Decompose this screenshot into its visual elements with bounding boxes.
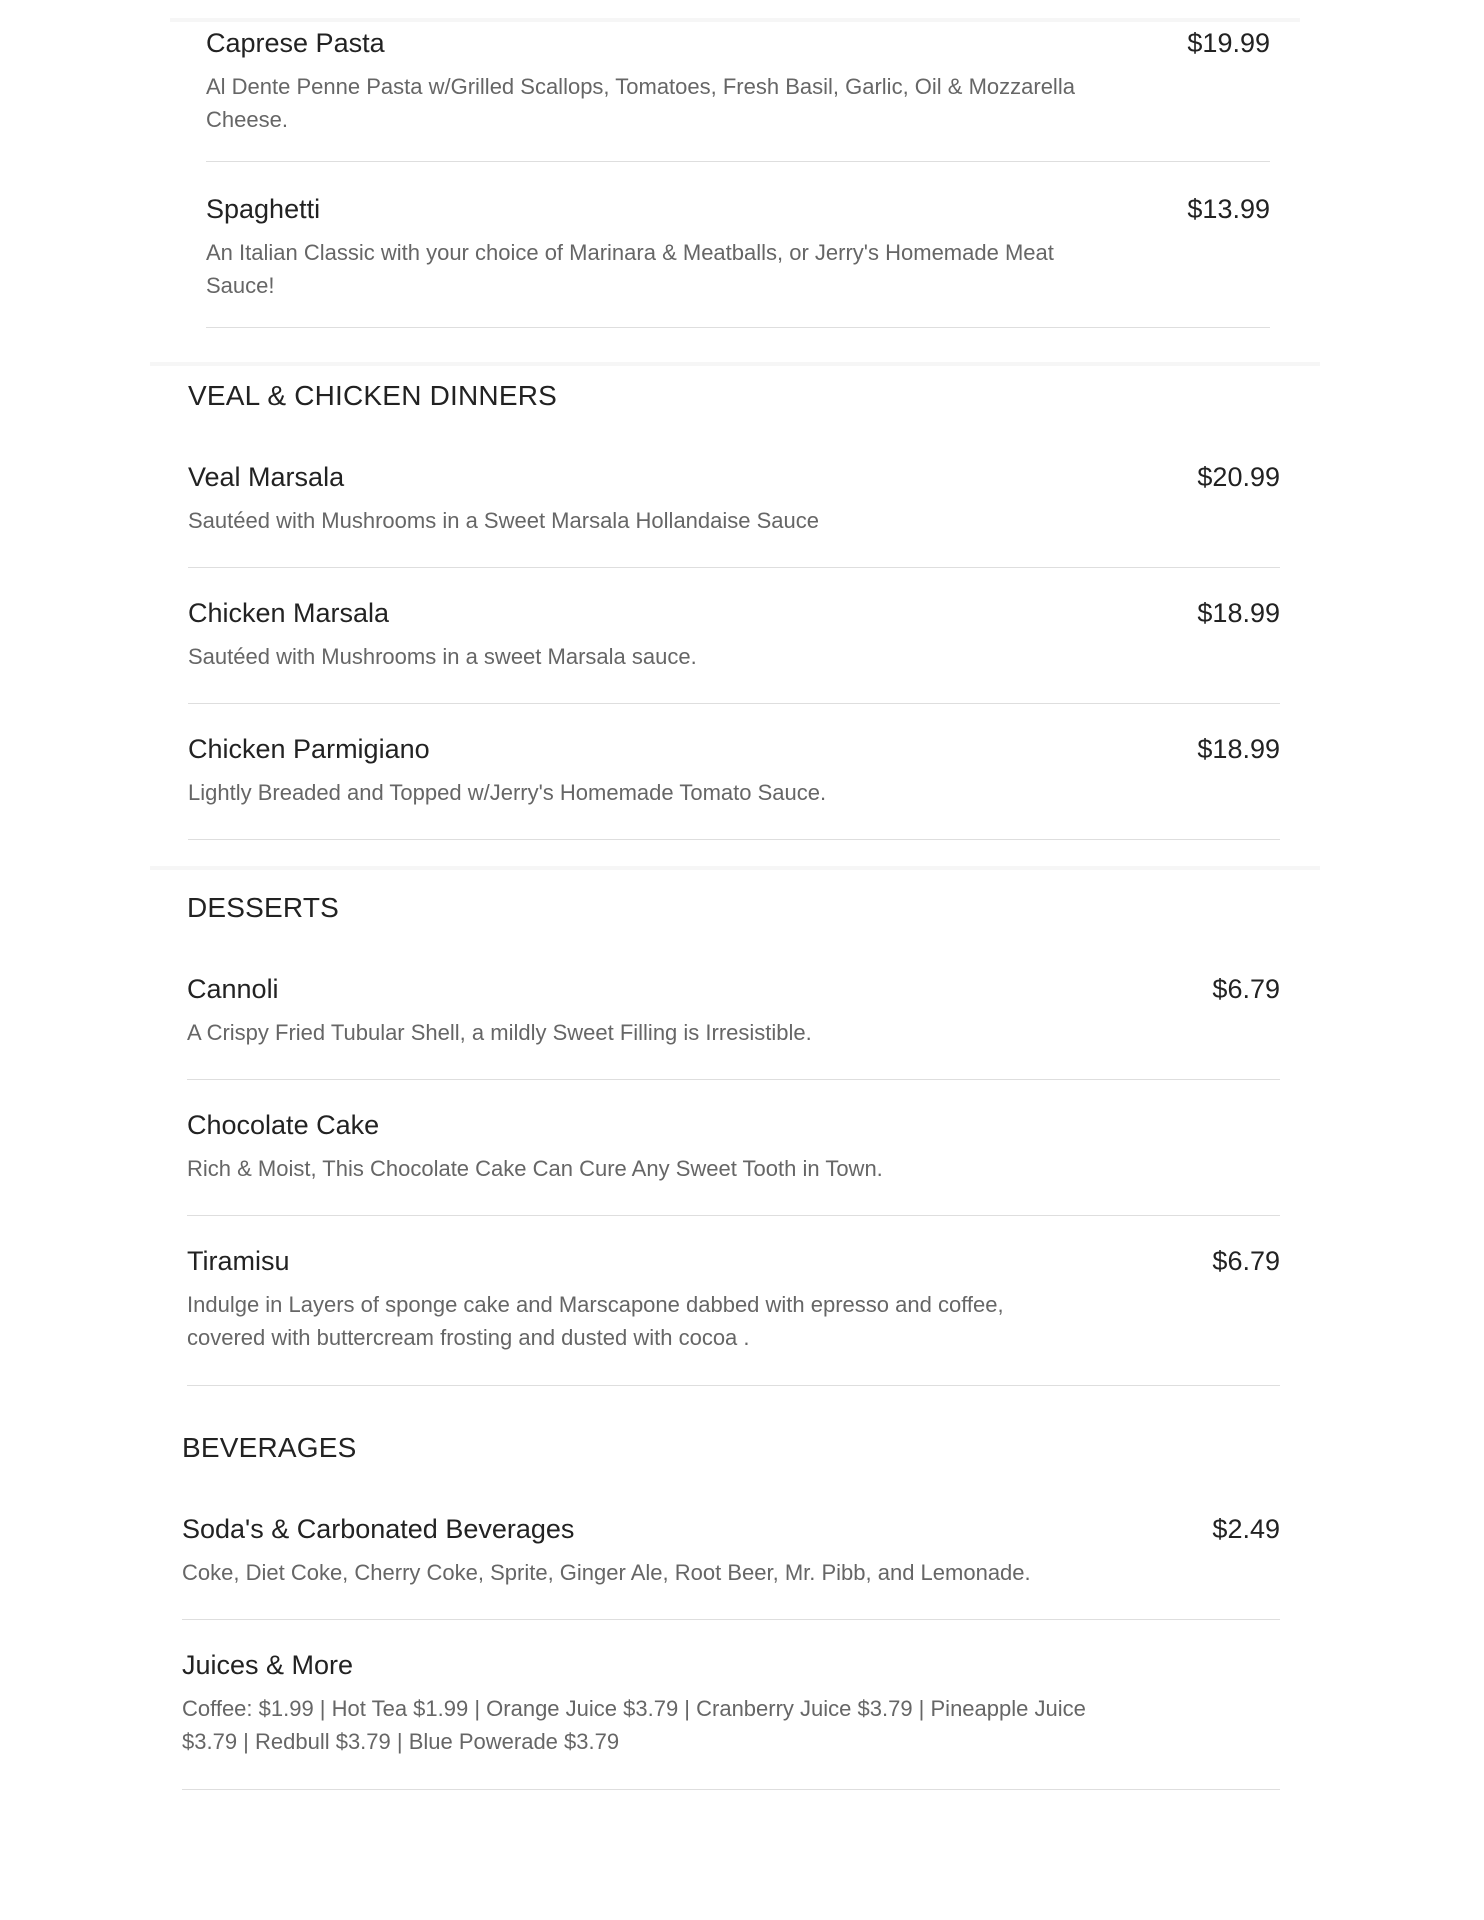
item-description: Sautéed with Mushrooms in a sweet Marsala sauce.	[188, 644, 697, 669]
menu-item-sodas[interactable]	[182, 1514, 1280, 1620]
item-price: $19.99	[1187, 28, 1270, 58]
section-title: DESSERTS	[187, 892, 340, 923]
menu-item-caprese-pasta[interactable]	[206, 28, 1270, 162]
item-name: Soda's & Carbonated Beverages	[182, 1514, 575, 1544]
item-name: Veal Marsala	[188, 462, 345, 492]
item-price: $6.79	[1212, 1246, 1280, 1276]
item-description: A Crispy Fried Tubular Shell, a mildly Sweet Filling is Irresistible.	[187, 1020, 812, 1045]
item-description: Coke, Diet Coke, Cherry Coke, Sprite, Ginger Ale, Root Beer, Mr. Pibb, and Lemonade.	[182, 1560, 1031, 1585]
menu-item-tiramisu[interactable]	[187, 1246, 1280, 1386]
item-name: Caprese Pasta	[206, 28, 385, 58]
item-price: $13.99	[1187, 194, 1270, 224]
item-name: Cannoli	[187, 974, 279, 1004]
item-price: $20.99	[1197, 462, 1280, 492]
item-description: Sautéed with Mushrooms in a Sweet Marsala Hollandaise Sauce	[188, 508, 819, 533]
desserts-section	[150, 866, 1320, 1386]
section-title: VEAL & CHICKEN DINNERS	[188, 380, 558, 411]
menu-item-spaghetti[interactable]	[206, 194, 1270, 328]
item-description: Rich & Moist, This Chocolate Cake Can Cure Any Sweet Tooth in Town.	[187, 1156, 883, 1181]
item-description: An Italian Classic with your choice of Marinara & Meatballs, or Jerry's Homemade Meat Sauce!	[206, 240, 1054, 298]
item-name: Juices & More	[182, 1650, 354, 1680]
item-name: Spaghetti	[206, 194, 321, 224]
section-title: BEVERAGES	[182, 1432, 357, 1463]
item-description: Al Dente Penne Pasta w/Grilled Scallops, Tomatoes, Fresh Basil, Garlic, Oil & Mozzarella Cheese.	[206, 74, 1075, 132]
menu-item-chicken-marsala[interactable]	[188, 598, 1280, 704]
menu-item-juices-more[interactable]	[182, 1650, 1280, 1790]
item-name: Tiramisu	[187, 1246, 290, 1276]
pasta-section	[170, 18, 1300, 358]
item-price: $6.79	[1212, 974, 1280, 1004]
item-price: $18.99	[1197, 598, 1280, 628]
menu-item-cannoli[interactable]	[187, 974, 1280, 1080]
item-name: Chicken Parmigiano	[188, 734, 430, 764]
menu-item-veal-marsala[interactable]	[188, 462, 1280, 568]
menu-item-chicken-parmigiano[interactable]	[188, 734, 1280, 840]
item-price: $2.49	[1212, 1514, 1280, 1544]
item-price: $18.99	[1197, 734, 1280, 764]
beverages-section	[150, 1410, 1320, 1820]
item-description: Lightly Breaded and Topped w/Jerry's Homemade Tomato Sauce.	[188, 780, 827, 805]
item-description: Indulge in Layers of sponge cake and Marscapone dabbed with epresso and coffee, covered with buttercream frosting and dusted with cocoa .	[187, 1292, 1004, 1350]
veal-chicken-section	[150, 362, 1320, 862]
item-name: Chicken Marsala	[188, 598, 390, 628]
item-description: Coffee: $1.99 | Hot Tea $1.99 | Orange Juice $3.79 | Cranberry Juice $3.79 | Pineapple Juice $3.79 | Redbull $3.79 | Blue Powerade $3.79	[182, 1696, 1086, 1754]
item-name: Chocolate Cake	[187, 1110, 380, 1140]
menu-item-chocolate-cake[interactable]	[187, 1110, 1280, 1216]
